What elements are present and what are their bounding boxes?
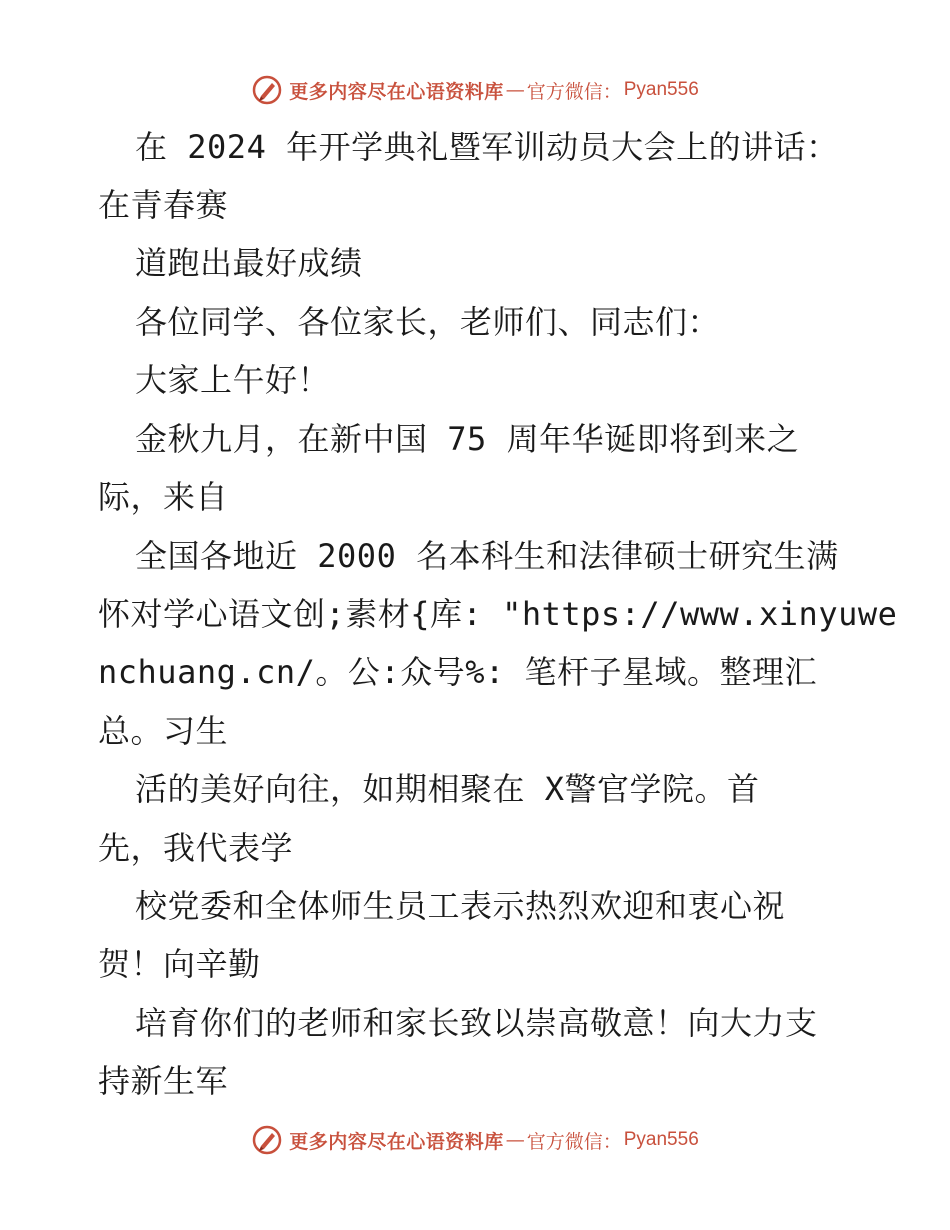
text-line: 在 2024 年开学典礼暨军训动员大会上的讲话： bbox=[135, 128, 839, 166]
text-line: 持新生军 bbox=[98, 1062, 229, 1100]
text-line: 校党委和全体师生员工表示热烈欢迎和衷心祝 bbox=[135, 887, 786, 925]
text-line: 贺！向辛勤 bbox=[98, 945, 261, 983]
text-line: 在青春赛 bbox=[98, 186, 229, 224]
banner-wechat-label: 官方微信： bbox=[526, 80, 622, 103]
text-line: 先，我代表学 bbox=[98, 829, 294, 867]
text-line: 培育你们的老师和家长致以崇高敬意！向大力支 bbox=[135, 1004, 818, 1042]
banner-wechat-id: Pyan556 bbox=[623, 79, 699, 100]
banner-separator: — bbox=[505, 1129, 525, 1151]
banner-title: 更多内容尽在心语资料库 bbox=[289, 1130, 504, 1153]
text-line: 道跑出最好成绩 bbox=[135, 244, 363, 282]
text-line: 际，来自 bbox=[98, 478, 229, 516]
banner-separator: — bbox=[505, 79, 525, 101]
footer-banner bbox=[0, 1120, 950, 1160]
banner-wechat-id: Pyan556 bbox=[623, 1129, 699, 1150]
text-line: 各位同学、各位家长，老师们、同志们： bbox=[135, 303, 721, 341]
pen-logo-icon bbox=[251, 1124, 283, 1156]
banner-wechat-label: 官方微信： bbox=[526, 1130, 622, 1153]
text-line: 金秋九月，在新中国 75 周年华诞即将到来之 bbox=[135, 420, 800, 458]
banner-title: 更多内容尽在心语资料库 bbox=[289, 80, 504, 103]
text-line: 活的美好向往，如期相聚在 X警官学院。首 bbox=[135, 770, 760, 808]
text-line: 怀对学心语文创;素材{库: "https://www.xinyuwe bbox=[98, 595, 898, 633]
text-line: 总。习生 bbox=[98, 712, 229, 750]
text-line: 全国各地近 2000 名本科生和法律硕士研究生满 bbox=[135, 537, 839, 575]
text-line: nchuang.cn/。公:众号%: 笔杆子星域。整理汇 bbox=[98, 653, 817, 691]
text-line: 大家上午好！ bbox=[135, 361, 331, 399]
